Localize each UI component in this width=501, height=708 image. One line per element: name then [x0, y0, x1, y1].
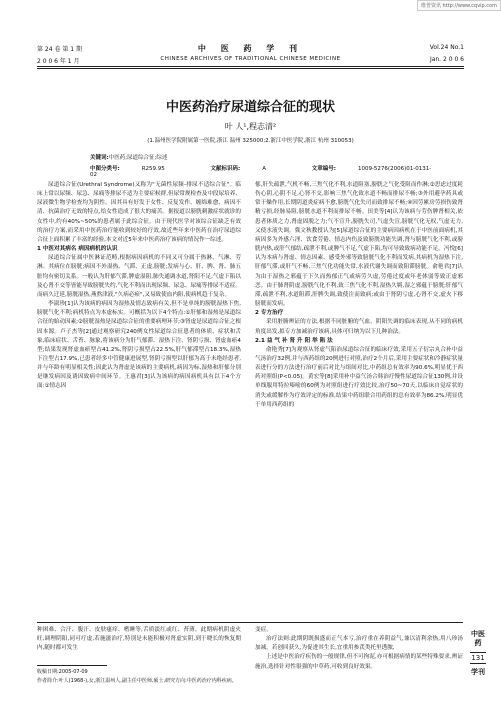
watermark-text: 维普资讯 http://www.cqvip.com	[417, 0, 501, 11]
article-title: 中医药治疗尿道综合征的现状	[165, 100, 335, 115]
journal-name-en: CHINESE ARCHIVES OF TRADITIONAL CHINESE MEDICINE	[160, 56, 341, 62]
bottom-left-text	[37, 626, 241, 653]
article-no-label: 文章编号:	[311, 166, 336, 172]
classification-line	[90, 164, 461, 178]
body-paragraph: 采用脏腑辨证的方法,根据不同脏腑的气血、阴阳失调的临床表现,从不同的病机角度出发,拟专方加减治疗该病,具体可归纳为以下几种治法。	[255, 319, 463, 335]
header-rule	[37, 66, 464, 67]
side-tab	[470, 630, 486, 677]
clc-value: R259.95	[141, 166, 165, 172]
journal-name-cn: 中 医 药 学 刊	[197, 44, 304, 53]
keywords-value: 中医药;尿道综合征;综述	[108, 155, 168, 161]
footnote	[37, 668, 241, 685]
date-cn: 2 0 0 6 年 1 月	[37, 58, 80, 65]
section-heading-1: 1 中医对其病名 病因病机的认识	[37, 246, 118, 253]
header-row-1	[37, 44, 464, 54]
clc-label: 中图分类号:	[90, 166, 120, 172]
article-affiliations: (1.温州医学院附属第一医院,浙江 温州 325000;2.浙江中医学院,浙江 杭州 310053)	[147, 138, 354, 144]
side-tab-lower: 学刊	[471, 668, 485, 676]
page-number: 131	[471, 654, 485, 662]
bottom-right-text	[255, 626, 463, 672]
article-no-value: 1009-5276(2006)01-0131-02	[90, 166, 432, 178]
section-heading-2: 2 专方治疗	[255, 310, 284, 317]
header-rule-thin	[37, 68, 464, 69]
section-heading-2-1: 2.1 益 气 补 肾 升 阳 举 陷 法	[255, 337, 333, 344]
volume-issue-en: Vol.24 No.1	[429, 44, 464, 51]
footnote-rule	[37, 665, 107, 666]
doc-code-value: A	[262, 166, 266, 172]
body-paragraph: 尿道综合征属中医淋证范畴,根据病因病机的不同又可分属于热淋、气淋、劳淋。其病位在膀胱;病因不外湿热、气滞、正虚,膀胱;发病与心、肝、脾、肾、肺五脏均有密切关系。一般认为肝郁气滞,脾虚湿阻,肺失通调水道,肾阳不足,气虚下陷以及心肾不交等皆能导致膀胱失约,气化不利而出现尿频、尿急、尿痛等排尿不适症。而病久迁延,膀胱湿热,燕熬津液,"久病必瘀",又易致使血内阻,使病机趋于复杂。	[37, 255, 241, 298]
intro-paragraph: 尿道综合征(Urethral Syndrome)又称为"无菌性尿频-排尿不适综合征"。临床上常以尿频、尿急、尿痛等排尿不适为主要症候群,但尿常规检查及中段尿培养、尿液微生物学检查均为阴性。因其具有好发于女性、反复发作、缠绵难愈、病因不清、抗菌治疗无效的特点,给女性造成了很大的痛苦。据报道以膀胱刺激症状就诊的女性中,约有40%~50%的患者属于此综合征。由于现代医学对该综合征缺乏有效的治疗方案,而采用中医药治疗能收到较好的疗效,故近些年来中医药在治疗尿道综合征上面积累了丰富的经验,本文对近5年来中医药治疗该病的情况作一综述。	[37, 182, 241, 243]
right-column	[255, 181, 463, 410]
received-date: 收稿日期:2005-07-09	[37, 669, 88, 675]
author-bio: 作者简介:叶人(1968-),女,浙江温州人,副主任中医师,硕士,研究方向:中医药治疗内科疾病。	[37, 677, 237, 684]
body-paragraph: 上述是中医治疗疾伤的一般规律,但不可拘泥,亦可根据病情的某些特殊要求,辨证施治,选择针对性很强的中草药,可收到良好效果。	[255, 654, 463, 670]
left-column	[37, 181, 241, 392]
body-paragraph: 郁,肝失疏泄,气机不畅,三焦气化不利,水道阻塞,膀胱之气化受阻而作淋;②思虑过度耗伤心阴,心阴不足,心肾不交,影响三焦气化致水道不畅而排尿不畅;③外用避孕药具或常干燥作用,长期阴道炎症病不愈,膀胱气化失司而致排尿不畅;④因劳累房劳损伤致肾精亏损,经脉易阻,膀胱水道不利而排尿不畅。田美等[4]认为该病与劳伤脾肾相关,依患者体质之力,肾虚固脱之力;气不宣升,膀胱失司,气虚失宣,膀胱气化无权,气虚无力,又使水液失调。冀文秋教授认为[5]尿道综合征的主要病因病机在于中医前面病机,其病因多为外感六淫、饮食劳倦、情志内伤及致膀胱功能失调,肾与膀胱气化不利,或膀胱内热,或肝气郁结,疏泄不利,或脾气不足,气虚下陷,均可导致致病功能不足。冯悦[6]认为本病与肾虚、情志因素、感受外邪等致膀胱气化不利而发病,其病机为湿热下注,肝郁气滞,或肝气不畅,三焦气化功能失常,水液代谢失调而致阻滞膀胱。俞艳君[7]认为由于湿热之邪蕴于下久而热郁正气或病劳久虚,劳倦过度或年老体弱等致正虚邪恋。由于肺肾阴虚,膀胱气化不利,致三焦气化不利,湿热久羁,湿之邪蕴于膀胱;肝郁气滞,疏泄不利,水道阻滞,肝脾失调,致使注而致病;或由于肾阴亏虚,心肾不交,虚火下移膀胱而发病。	[255, 182, 463, 308]
keywords-label: 关键词:	[90, 155, 109, 161]
header-row-2	[37, 56, 464, 66]
article-authors: 叶 人¹,程志清²	[224, 122, 277, 131]
volume-issue-cn: 第 24 卷 第 1 期	[37, 46, 82, 53]
date-en: Jan. 2 0 0 6	[429, 56, 464, 63]
column-break-rule	[37, 622, 463, 623]
body-paragraph: 治疗法则:此期阴既损盛而正气本亏,治疗重在养阴益气,兼以清利余热,用八珍汤加减。若创回获久,为促进其生长,宜重用参芪类托里透脓,	[255, 636, 463, 652]
body-paragraph: 变症。	[255, 627, 272, 633]
body-paragraph: 俞艳秀[7]为观察从肾虚气陷治尿道综合征的临床疗效,采用五子衍宗丸合补中益气汤治疗32例,并与西药组的20例进行对照,治疗2个月后,采用主要症状和冷静症状量表进行分的方法进行治疗前后对比与组间对比,中药组总有效率为90.6%,明显优于西药对照组(P<0.05)。黄宏等[8]采用补中益气汤合韩治疗慢性尿道综合征130例,并设单线服用特拉嗪嘧的60例为对照组进行疗效比较,治疗50~70天,以临床自觉症状的消失或缓解作为疗效评定的标准,结果中药组联合用药组的总有效率为86.2%,明显优于单用西药组的	[255, 346, 463, 408]
side-tab-upper: 中医药	[471, 630, 485, 647]
keywords-line	[90, 153, 167, 161]
body-paragraph: 李淑珍[1]认为该病的病因为湿热及情志致病有关,但不是单纯的膀胱湿热下焦,膀胱气化不利;病机特点为本虚标实。可概括为以下4个特点:①肝郁和湿热是尿道综合征的始动因素;②膀胱湿热是尿道综合征的重要病理环节;③肾虚是尿道综合征之根固本源。卢子杰等[2]通过观察研究240例女性尿道综合征患者的体质、症状和舌象,临床症状、舌苔、脉象,将该病分为肝气郁滞、湿热下注、肾阴亏损、肾虚血瘀4型;结果发现肾虚血瘀型占41.2%,肾阴亏损型占22.5%,肝气郁滞型占18.3%,湿热下注型占17.9%,已患者经多中管健康进展型,肾阴亏损型以肝郁为高于未绝经患者,并与年龄有明显相关性;因此认为肾虚是该病的主要病机,病因为标,湿热和肝郁分别是继发病因及诱因致病中间环节。王惠君[3]认为该病的病因病机具有以下4个方面:①情志因	[37, 301, 241, 390]
body-paragraph: 种困难、合汗、腹汗、皮肤瘙痒、嗜睡等,舌质淡红或红、苔薄。此期病机阴虚火旺,调理阴阳,同可疗虚,若施滋治疗,特别是未能积极对肾虚实阴,到于晓长的恢复期内,随时都可发生	[37, 627, 241, 652]
doc-code-label: 文献标识码:	[210, 166, 241, 172]
